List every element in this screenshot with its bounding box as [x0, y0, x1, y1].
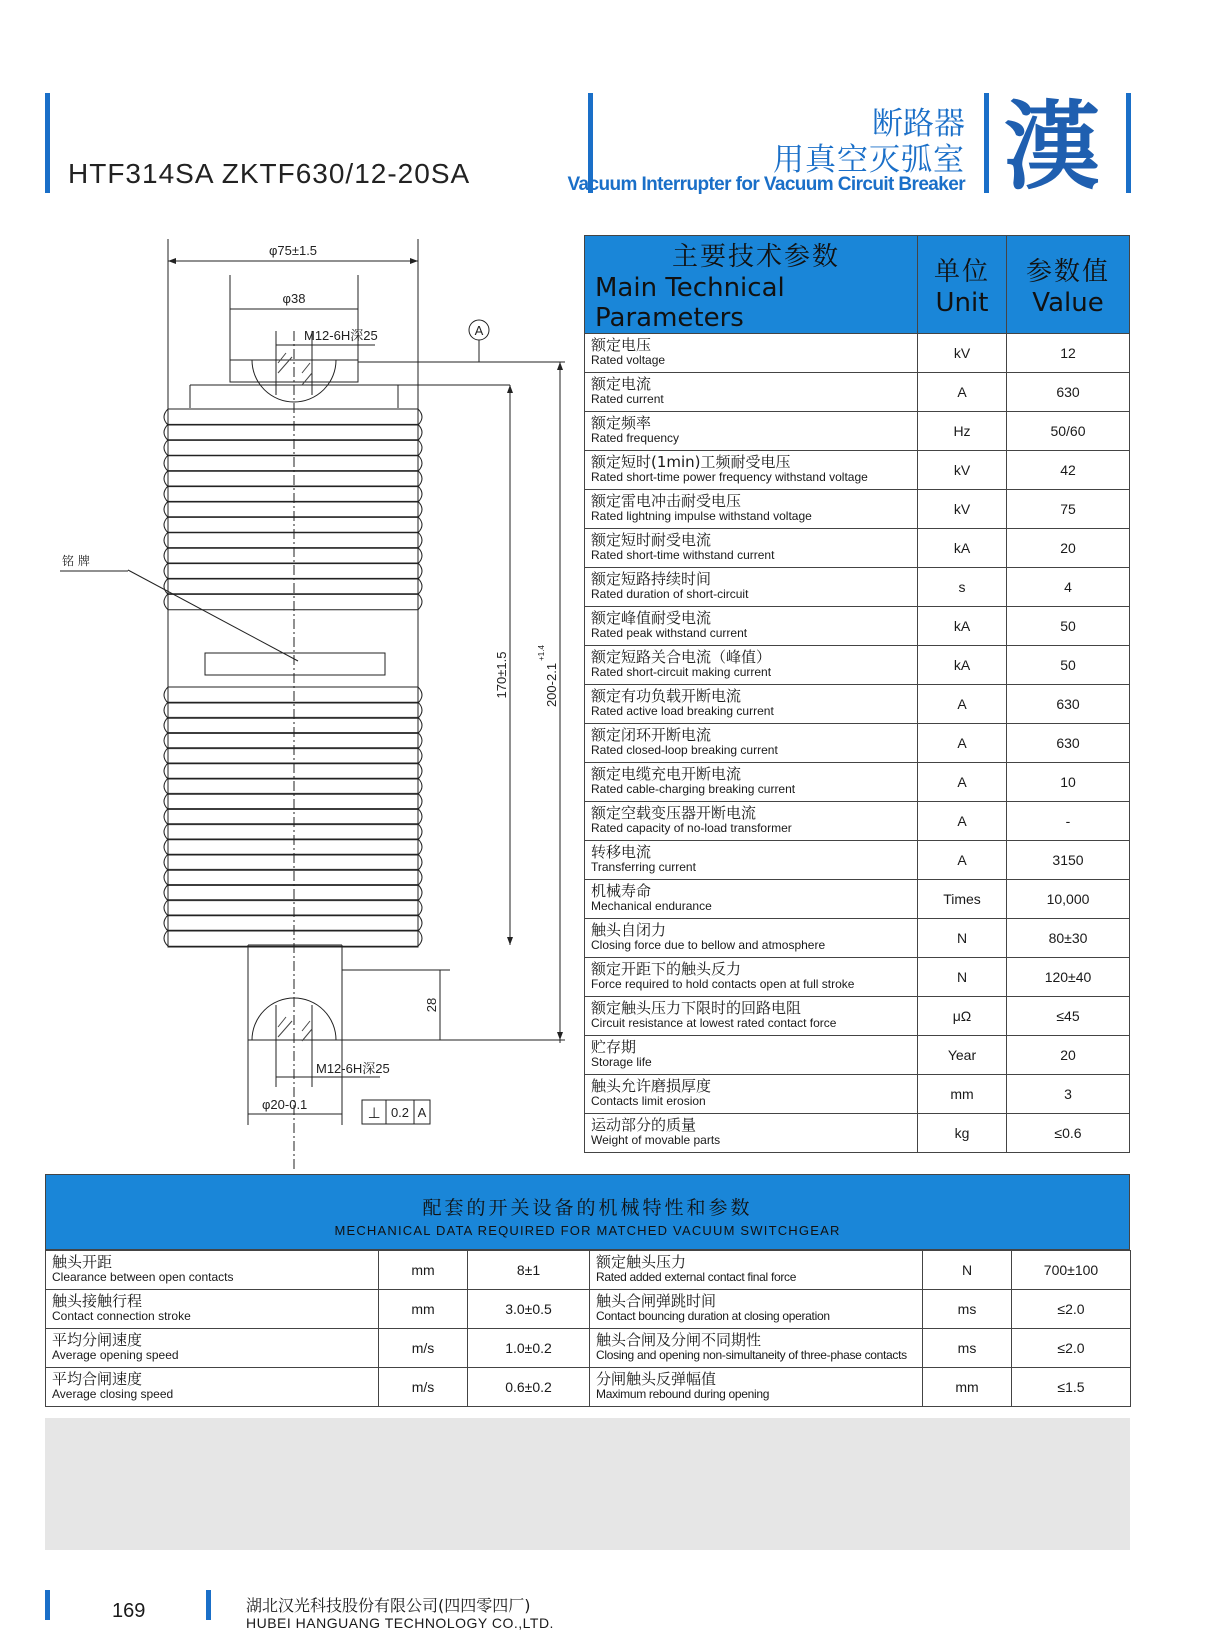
param-name: [585, 997, 918, 1036]
param-value: 20: [1007, 1036, 1130, 1075]
param-value: 42: [1007, 451, 1130, 490]
param-name-en: Rated closed-loop breaking current: [591, 743, 778, 757]
param-name-en: Rated short-time withstand current: [591, 548, 775, 562]
param-unit: s: [918, 568, 1007, 607]
mech-value-left: 1.0±0.2: [468, 1329, 590, 1368]
param-name: [585, 919, 918, 958]
mech-unit-right: mm: [923, 1368, 1012, 1407]
param-name: [585, 568, 918, 607]
param-name-cn: 触头允许磨损厚度: [591, 1077, 712, 1095]
param-unit: Year: [918, 1036, 1007, 1075]
param-name-en: Closing force due to bellow and atmosphere: [591, 938, 826, 952]
param-name-cn: 贮存期: [591, 1038, 637, 1056]
param-row: [585, 763, 1130, 802]
param-name-cn: 运动部分的质量: [591, 1116, 697, 1134]
mech-value-right: 700±100: [1012, 1251, 1131, 1290]
param-name-en: Rated current: [591, 392, 664, 406]
mech-name-right-en: Closing and opening non-simultaneity of three-phase contacts: [596, 1348, 907, 1362]
params-header-value-en: Value: [1032, 288, 1104, 318]
insulator-shed: [164, 717, 422, 733]
mech-value-left: 8±1: [468, 1251, 590, 1290]
mech-name-right-cn: 触头合闸弹跳时间: [596, 1292, 717, 1310]
mech-name-left-en: Average opening speed: [52, 1348, 179, 1362]
param-unit: μΩ: [918, 997, 1007, 1036]
mech-name-right-en: Contact bouncing duration at closing operation: [596, 1309, 830, 1323]
param-unit: mm: [918, 1075, 1007, 1114]
insulator-shed: [164, 486, 422, 502]
insulator-body-outline: [168, 409, 418, 947]
param-unit: kV: [918, 334, 1007, 373]
param-name-en: Storage life: [591, 1055, 652, 1069]
param-name-cn: 额定短路关合电流（峰值）: [591, 648, 772, 666]
param-name: [585, 802, 918, 841]
mech-name-left: [46, 1368, 379, 1407]
mech-value-right: ≤2.0: [1012, 1290, 1131, 1329]
param-row: [585, 919, 1130, 958]
dim-length-200: 200-2.1: [544, 662, 559, 708]
param-unit: A: [918, 724, 1007, 763]
params-header-unit: [918, 236, 1007, 334]
param-row: [585, 334, 1130, 373]
param-unit: A: [918, 802, 1007, 841]
param-value: 120±40: [1007, 958, 1130, 997]
insulator-shed: [164, 532, 422, 548]
param-value: 50/60: [1007, 412, 1130, 451]
param-unit: A: [918, 763, 1007, 802]
footer-bar-left: [45, 1590, 50, 1620]
param-name-en: Transferring current: [591, 860, 696, 874]
mech-name-left: [46, 1329, 379, 1368]
param-row: [585, 997, 1130, 1036]
insulator-shed: [164, 915, 422, 931]
insulator-shed: [164, 563, 422, 579]
param-row: [585, 802, 1130, 841]
dim-inner-diameter: φ38: [282, 291, 306, 306]
mech-name-left-en: Contact connection stroke: [52, 1309, 191, 1323]
insulator-shed: [164, 455, 422, 471]
param-name-en: Rated duration of short-circuit: [591, 587, 749, 601]
param-value: 10: [1007, 763, 1130, 802]
param-name: [585, 607, 918, 646]
param-value: ≤0.6: [1007, 1114, 1130, 1153]
param-name-en: Force required to hold contacts open at full stroke: [591, 977, 855, 991]
model-title: HTF314SA ZKTF630/12-20SA: [68, 158, 471, 189]
param-name: [585, 763, 918, 802]
grey-panel: [45, 1418, 1130, 1550]
param-value: 12: [1007, 334, 1130, 373]
param-row: [585, 841, 1130, 880]
param-name: [585, 646, 918, 685]
tolerance-value: 0.2: [390, 1105, 410, 1120]
param-name-cn: 额定触头压力下限时的回路电阻: [591, 999, 802, 1017]
param-name-cn: 额定闭环开断电流: [591, 726, 712, 744]
accent-bar-left: [45, 93, 50, 193]
insulator-shed: [164, 824, 422, 840]
params-header-unit-en: Unit: [935, 288, 989, 318]
mech-unit-right: ms: [923, 1329, 1012, 1368]
mechanical-row: [46, 1329, 1131, 1368]
param-name-en: Rated peak withstand current: [591, 626, 748, 640]
param-name: [585, 841, 918, 880]
param-name-cn: 额定电流: [591, 375, 652, 393]
params-header-name: [585, 236, 918, 334]
param-name-en: Rated short-time power frequency withstand voltage: [591, 470, 868, 484]
param-unit: Times: [918, 880, 1007, 919]
param-name-cn: 额定频率: [591, 414, 652, 432]
param-name-en: Rated voltage: [591, 353, 666, 367]
param-name-cn: 额定电压: [591, 336, 652, 354]
param-name: [585, 880, 918, 919]
param-name-en: Mechanical endurance: [591, 899, 712, 913]
mech-name-left-en: Average closing speed: [52, 1387, 174, 1401]
param-unit: N: [918, 958, 1007, 997]
param-name-cn: 额定峰值耐受电流: [591, 609, 712, 627]
param-value: 3: [1007, 1075, 1130, 1114]
company-name-en: HUBEI HANGUANG TECHNOLOGY CO.,LTD.: [246, 1615, 554, 1631]
insulator-shed: [164, 885, 422, 901]
param-unit: kg: [918, 1114, 1007, 1153]
mech-name-left: [46, 1251, 379, 1290]
technical-parameters-table: [584, 235, 1130, 1153]
mech-name-left: [46, 1290, 379, 1329]
param-row: [585, 568, 1130, 607]
logo-glyph: 漢: [1004, 92, 1100, 192]
mechanical-row: [46, 1368, 1131, 1407]
param-row: [585, 490, 1130, 529]
param-unit: kV: [918, 490, 1007, 529]
param-row: [585, 451, 1130, 490]
insulator-shed: [164, 471, 422, 487]
insulator-shed: [164, 869, 422, 885]
mech-unit-right: ms: [923, 1290, 1012, 1329]
param-value: 20: [1007, 529, 1130, 568]
param-row: [585, 958, 1130, 997]
mech-name-right-en: Rated added external contact final force: [596, 1270, 797, 1284]
dim-shaft-diameter: φ20-0.1: [262, 1097, 308, 1112]
param-value: 50: [1007, 646, 1130, 685]
nameplate-label: 铭 牌: [62, 554, 90, 568]
accent-bar-right: [1126, 93, 1131, 193]
insulator-shed: [164, 702, 422, 718]
params-header-value: [1007, 236, 1130, 334]
param-name-cn: 额定有功负载开断电流: [591, 687, 742, 705]
mech-unit-left: m/s: [379, 1368, 468, 1407]
mechanical-row: [46, 1290, 1131, 1329]
param-name-cn: 额定短时耐受电流: [591, 531, 712, 549]
param-name: [585, 958, 918, 997]
company-name-cn: 湖北汉光科技股份有限公司(四四零四厂): [246, 1596, 531, 1615]
param-value: 80±30: [1007, 919, 1130, 958]
mech-name-right-cn: 触头合闸及分闸不同期性: [596, 1331, 762, 1349]
footer-bar-mid: [206, 1590, 211, 1620]
title-en: Vacuum Interrupter for Vacuum Circuit Breaker: [567, 174, 965, 195]
param-name: [585, 373, 918, 412]
mech-unit-left: mm: [379, 1251, 468, 1290]
title-cn-line1: 断路器: [872, 106, 965, 142]
param-name-cn: 转移电流: [591, 843, 652, 861]
mech-unit-left: mm: [379, 1290, 468, 1329]
param-unit: kA: [918, 646, 1007, 685]
mechanical-title-cn: 配套的开关设备的机械特性和参数: [422, 1197, 753, 1219]
dim-length-170: 170±1.5: [494, 651, 509, 699]
param-row: [585, 529, 1130, 568]
param-row: [585, 1036, 1130, 1075]
param-row: [585, 1114, 1130, 1153]
mech-name-left-cn: 平均合闸速度: [52, 1370, 143, 1388]
params-header-value-cn: 参数值: [1025, 257, 1110, 287]
param-unit: A: [918, 373, 1007, 412]
mech-unit-left: m/s: [379, 1329, 468, 1368]
title-cn-line2: 用真空灭弧室: [773, 142, 965, 178]
param-name-cn: 额定空载变压器开断电流: [591, 804, 757, 822]
mech-value-right: ≤2.0: [1012, 1329, 1131, 1368]
param-name-cn: 额定开距下的触头反力: [591, 960, 742, 978]
param-name-en: Contacts limit erosion: [591, 1094, 706, 1108]
mech-name-right: [590, 1329, 923, 1368]
insulator-shed: [164, 548, 422, 564]
param-name-cn: 额定雷电冲击耐受电压: [591, 492, 742, 510]
insulator-shed: [164, 839, 422, 855]
mech-name-right-cn: 额定触头压力: [596, 1253, 687, 1271]
params-header-name-cn: 主要技术参数: [671, 242, 840, 272]
param-name: [585, 529, 918, 568]
mech-name-right: [590, 1251, 923, 1290]
param-name: [585, 451, 918, 490]
param-name-en: Weight of movable parts: [591, 1133, 721, 1147]
company-logo: [1002, 92, 1102, 192]
param-unit: Hz: [918, 412, 1007, 451]
insulator-shed: [164, 763, 422, 779]
param-name-en: Rated lightning impulse withstand voltage: [591, 509, 812, 523]
mech-name-right: [590, 1368, 923, 1407]
mech-name-right-cn: 分闸触头反弹幅值: [596, 1370, 717, 1388]
param-name-en: Rated short-circuit making current: [591, 665, 772, 679]
mech-name-left-cn: 平均分闸速度: [52, 1331, 143, 1349]
param-name-en: Rated capacity of no-load transformer: [591, 821, 792, 835]
param-name-en: Rated frequency: [591, 431, 680, 445]
param-value: 10,000: [1007, 880, 1130, 919]
params-header-row: [585, 236, 1130, 334]
param-name: [585, 685, 918, 724]
param-name-cn: 额定短路持续时间: [591, 570, 712, 588]
param-value: 50: [1007, 607, 1130, 646]
param-row: [585, 724, 1130, 763]
param-value: 630: [1007, 724, 1130, 763]
param-name: [585, 412, 918, 451]
insulator-shed: [164, 930, 422, 946]
mech-name-left-en: Clearance between open contacts: [52, 1270, 234, 1284]
param-value: 630: [1007, 685, 1130, 724]
insulator-shed: [164, 594, 422, 610]
param-name: [585, 334, 918, 373]
mechanical-title-en: MECHANICAL DATA REQUIRED FOR MATCHED VACUUM SWITCHGEAR: [334, 1223, 841, 1238]
params-header-unit-cn: 单位: [933, 257, 990, 287]
param-value: 3150: [1007, 841, 1130, 880]
mechanical-header: [45, 1174, 1130, 1250]
insulator-shed: [164, 687, 422, 703]
param-name-en: Rated cable-charging breaking current: [591, 782, 796, 796]
param-row: [585, 412, 1130, 451]
param-name-cn: 额定电缆充电开断电流: [591, 765, 742, 783]
param-name-cn: 额定短时(1min)工频耐受电压: [591, 453, 791, 471]
param-row: [585, 607, 1130, 646]
dim-outer-diameter: φ75±1.5: [268, 243, 318, 258]
param-name: [585, 1036, 918, 1075]
dim-length-200-upper-tol: +1.4: [537, 645, 546, 661]
insulator-shed: [164, 440, 422, 456]
param-name: [585, 1114, 918, 1153]
param-unit: A: [918, 841, 1007, 880]
tolerance-datum: A: [417, 1105, 427, 1120]
datum-label: A: [474, 323, 484, 338]
param-row: [585, 685, 1130, 724]
param-unit: kA: [918, 529, 1007, 568]
insulator-shed: [164, 424, 422, 440]
mech-name-left-cn: 触头开距: [52, 1253, 113, 1271]
insulator-shed: [164, 854, 422, 870]
mech-name-right-en: Maximum rebound during opening: [596, 1387, 770, 1401]
param-value: ≤45: [1007, 997, 1130, 1036]
insulator-shed: [164, 809, 422, 825]
perpendicularity-symbol: ⊥: [367, 1104, 381, 1122]
param-name: [585, 1075, 918, 1114]
param-row: [585, 646, 1130, 685]
mechanical-table: [45, 1250, 1131, 1407]
param-unit: kV: [918, 451, 1007, 490]
insulator-shed: [164, 501, 422, 517]
insulator-shed: [164, 900, 422, 916]
insulator-shed: [164, 409, 422, 425]
accent-bar-logo-left: [984, 93, 989, 193]
mech-value-right: ≤1.5: [1012, 1368, 1131, 1407]
page-number: 169: [112, 1600, 146, 1622]
param-unit: kA: [918, 607, 1007, 646]
insulator-shed: [164, 748, 422, 764]
params-header-name-en: Main Technical Parameters: [595, 273, 785, 333]
dim-thread-bottom: M12-6H深25: [316, 1061, 390, 1076]
param-name: [585, 724, 918, 763]
dim-thread-top: M12-6H深25: [304, 328, 378, 343]
param-row: [585, 1075, 1130, 1114]
param-value: 75: [1007, 490, 1130, 529]
param-row: [585, 880, 1130, 919]
param-name-cn: 机械寿命: [591, 882, 652, 900]
param-name-en: Circuit resistance at lowest rated contact force: [591, 1016, 837, 1030]
param-value: -: [1007, 802, 1130, 841]
mech-value-left: 0.6±0.2: [468, 1368, 590, 1407]
mech-name-left-cn: 触头接触行程: [52, 1292, 143, 1310]
param-name-en: Rated active load breaking current: [591, 704, 774, 718]
param-name: [585, 490, 918, 529]
param-unit: A: [918, 685, 1007, 724]
param-row: [585, 373, 1130, 412]
param-unit: N: [918, 919, 1007, 958]
mech-value-left: 3.0±0.5: [468, 1290, 590, 1329]
param-value: 4: [1007, 568, 1130, 607]
insulator-shed: [164, 778, 422, 794]
insulator-shed: [164, 793, 422, 809]
insulator-shed: [164, 517, 422, 533]
insulator-shed: [164, 578, 422, 594]
technical-drawing: [40, 235, 580, 1170]
mech-unit-right: N: [923, 1251, 1012, 1290]
insulator-shed: [164, 733, 422, 749]
param-name-cn: 触头自闭力: [591, 921, 667, 939]
mechanical-row: [46, 1251, 1131, 1290]
mech-name-right: [590, 1290, 923, 1329]
dim-length-28: 28: [424, 997, 439, 1013]
param-value: 630: [1007, 373, 1130, 412]
